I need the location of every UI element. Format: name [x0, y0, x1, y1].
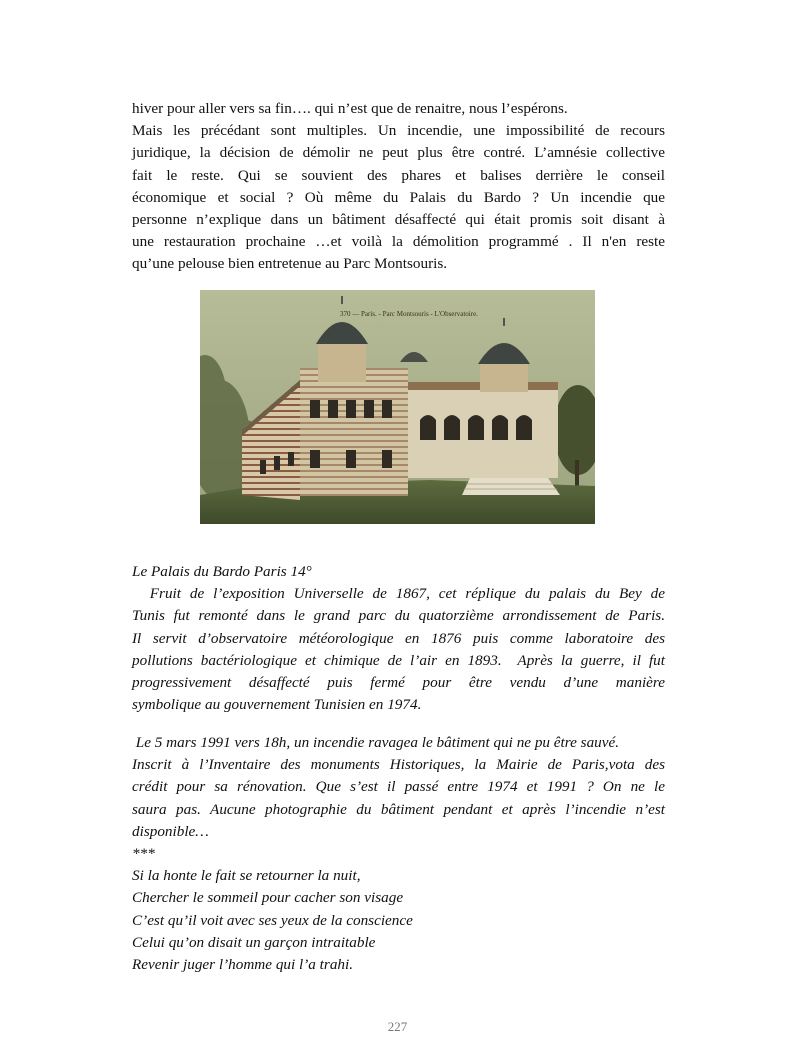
caption-line: Il servit d’observatoire météorologique en 1876 puis comme laboratoire des — [132, 629, 665, 647]
poem-line: C’est qu’il voit avec ses yeux de la conscience — [132, 911, 413, 929]
fire-line: saura pas. Aucune photographie du bâtiment pendant et après l’incendie n’est — [132, 800, 665, 818]
page-number: 227 — [387, 1019, 408, 1034]
photo-caption-section — [132, 561, 665, 716]
intro-line: une restauration prochaine …et voilà la démolition programmé . Il n'en reste — [132, 233, 665, 251]
fire-line: disponible… — [132, 822, 209, 840]
fire-line: crédit pour sa rénovation. Que s’est il passé entre 1974 et 1991 ? On ne le — [132, 778, 665, 796]
intro-line: personne n’explique dans un bâtiment désaffecté qui était promis soit disant à — [132, 211, 665, 229]
poem-line: Celui qu’on disait un garçon intraitable — [132, 933, 376, 951]
fire-line: Le 5 mars 1991 vers 18h, un incendie ravagea le bâtiment qui ne pu être sauvé. — [132, 734, 620, 751]
intro-line: qu’une pelouse bien entretenue au Parc Montsouris. — [132, 255, 448, 273]
intro-paragraph — [132, 98, 665, 276]
intro-line: hiver pour aller vers sa fin…. qui n’est que de renaitre, nous l’espérons. — [132, 100, 568, 117]
poem-line: Chercher le sommeil pour cacher son visage — [132, 889, 404, 907]
caption-line: progressivement désaffecté puis fermé pour être vendu d’une manière — [132, 674, 665, 692]
poem-line: Revenir juger l’homme qui l’a trahi. — [132, 956, 354, 974]
poem-line: Si la honte le fait se retourner la nuit, — [132, 867, 361, 885]
separator: *** — [132, 845, 155, 863]
intro-line: juridique, la décision de démolir ne peut plus être contré. L’amnésie collective — [132, 144, 665, 162]
caption-line: pollutions bactériologique et chimique de l’air en 1893. Après la guerre, il fut — [132, 651, 665, 669]
caption-title: Le Palais du Bardo Paris 14° — [132, 563, 312, 580]
fire-line: Inscrit à l’Inventaire des monuments Historiques, la Mairie de Paris,vota des — [132, 756, 665, 774]
intro-line: économique et social ? Où même du Palais du Bardo ? Un incendie que — [132, 188, 665, 206]
caption-line: Tunis fut remonté dans le grand parc du quatorzième arrondissement de Paris. — [132, 607, 665, 625]
palais-du-bardo-postcard-photo — [200, 290, 595, 524]
fire-paragraph — [132, 732, 665, 976]
postcard-caption: 370 — Paris. - Parc Montsouris - L'Observatoire. — [340, 310, 478, 318]
intro-line: fait le reste. Qui se souvient des phares et balises derrière le conseil — [132, 166, 665, 184]
caption-line: symbolique au gouvernement Tunisien en 1974. — [132, 696, 422, 714]
intro-line: Mais les précédant sont multiples. Un incendie, une impossibilité de recours — [132, 122, 665, 140]
caption-line: Fruit de l’exposition Universelle de 1867, cet réplique du palais du Bey de — [132, 585, 665, 603]
